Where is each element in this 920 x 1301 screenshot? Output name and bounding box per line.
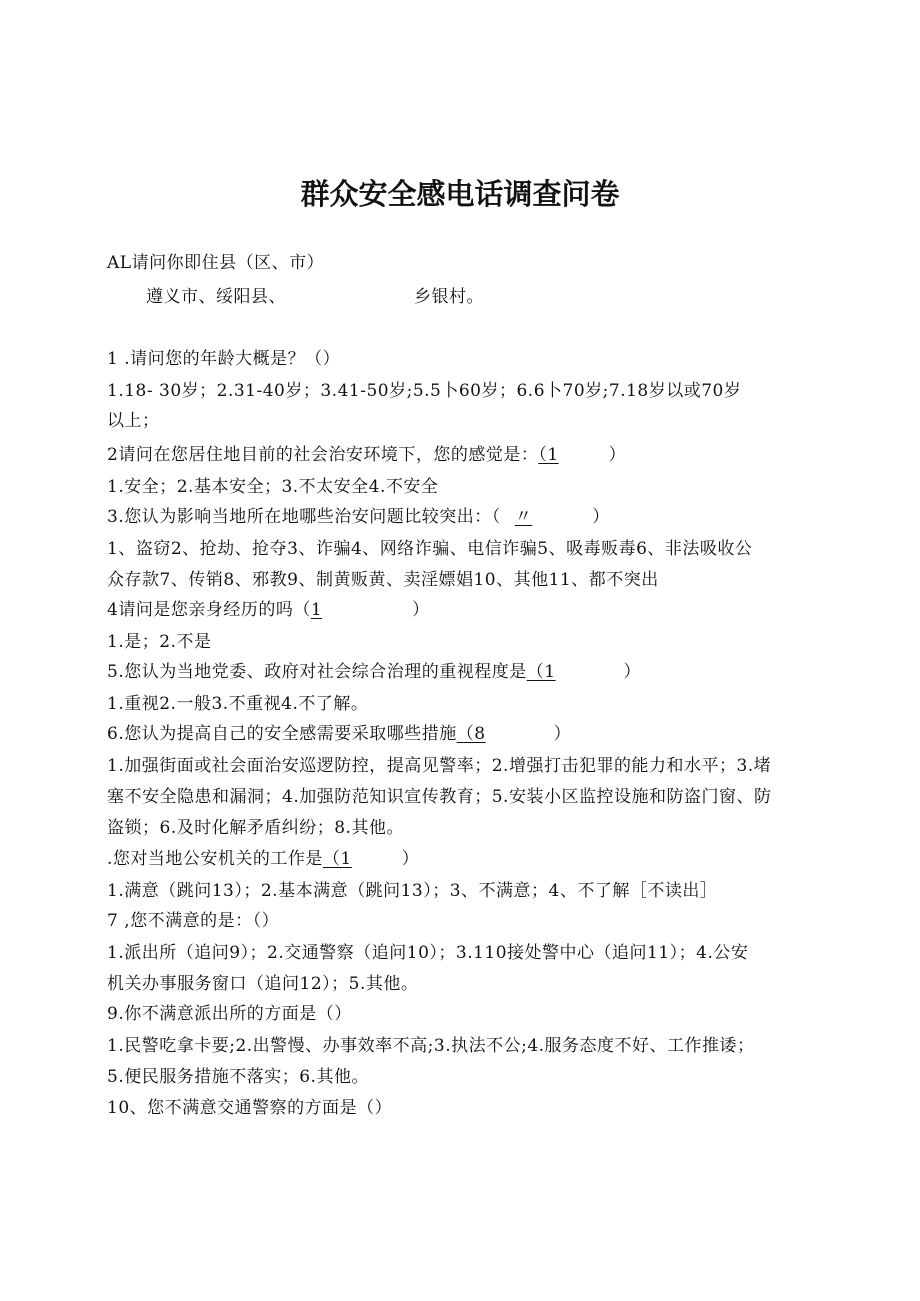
q2-answer: （1: [538, 445, 559, 465]
q6-options-line1: 1.加强街面或社会面治安巡逻防控，提高见警率；2.增强打击犯罪的能力和水平；3.堵: [107, 756, 772, 776]
q6-close: ）: [553, 724, 572, 744]
q3-close: ）: [592, 507, 610, 527]
q9-options-line2: 5.便民服务措施不落实；6.其他。: [107, 1067, 369, 1087]
q5-answer: （1: [526, 662, 556, 682]
q1-text: 1 .请问您的年龄大概是？（）: [107, 349, 341, 369]
page-title: 群众安全感电话调查问卷: [300, 177, 620, 211]
q6-text: 6.您认为提高自己的安全感需要采取哪些措施: [107, 724, 457, 744]
q5-close: ）: [623, 662, 642, 682]
q2-options: 1.安全；2.基本安全；3.不太安全4.不安全: [107, 477, 439, 497]
intro-answer: [146, 282, 484, 307]
q6-answer: （8: [456, 724, 486, 744]
q3-options-line2: 众存款7、传销8、邪教9、制黄贩黄、卖淫嫖娼10、其他11、都不突出: [107, 570, 659, 590]
q4-options: 1.是；2.不是: [107, 632, 212, 652]
q6-options-line3: 盗锁；6.及时化解矛盾纠纷；8.其他。: [107, 818, 404, 838]
q5-text: 5.您认为当地党委、政府对社会综合治理的重视程度是: [107, 662, 527, 682]
q3-text: 3.您认为影响当地所在地哪些治安问题比较突出：（: [107, 507, 501, 527]
q4-answer: 1: [310, 600, 323, 620]
intro-answer-right: 乡银村。: [414, 287, 484, 307]
q5-options: 1.重视2.一般3.不重视4.不了解。: [107, 694, 369, 714]
q7a-answer: （1: [322, 849, 352, 869]
q6-line: [107, 719, 571, 744]
intro-answer-left: 遵义市、绥阳县、: [146, 287, 286, 307]
q1-options-line2: 以上；: [107, 411, 160, 431]
q10-text: 10、您不满意交通警察的方面是（）: [107, 1098, 393, 1118]
q3-options-line1: 1、盗窃2、抢劫、抢夺3、诈骗4、网络诈骗、电信诈骗5、吸毒贩毒6、非法吸收公: [107, 539, 753, 559]
q7a-close: ）: [401, 849, 420, 869]
q9-text: 9.你不满意派出所的方面是（）: [107, 1004, 352, 1024]
q7a-options: 1.满意（跳问13）；2.基本满意（跳问13）；3、不满意；4、不了解［不读出］: [107, 881, 718, 901]
q2-close: ）: [608, 445, 627, 465]
q5-line: [107, 657, 641, 682]
q2-text: 2请问在您居住地目前的社会治安环境下，您的感觉是：: [107, 445, 539, 465]
q1-options-line1: 1.18- 30岁；2.31-40岁；3.41-50岁;5.5卜60岁；6.6卜70岁;7.18岁以或70岁: [107, 381, 742, 401]
q6-options-line2: 塞不安全隐患和漏洞；4.加强防范知识宣传教育；5.安装小区监控设施和防盗门窗、防: [107, 787, 772, 807]
q4-close: ）: [412, 600, 430, 620]
q3-line: [107, 502, 610, 527]
q7b-options-line1: 1.派出所（追问9）；2.交通警察（追问10）；3.110接处警中心（追问11）；4.公安: [107, 943, 749, 963]
q9-options-line1: 1.民警吃拿卡要;2.出警慢、办事效率不高;3.执法不公;4.服务态度不好、工作推诿；: [107, 1036, 755, 1056]
q7b-options-line2: 机关办事服务窗口（追问12）；5.其他。: [107, 974, 419, 994]
q3-answer: 〃: [514, 507, 533, 527]
q4-text: 4请问是您亲身经历的吗（: [107, 600, 311, 620]
q2-line: [107, 440, 626, 465]
q7a-line: [107, 844, 419, 869]
q7b-text: 7 ,您不满意的是：（）: [107, 911, 280, 931]
q7a-text: .您对当地公安机关的工作是: [107, 849, 323, 869]
q4-line: [107, 595, 430, 620]
intro-question: AL请问你即住县（区、市）: [107, 253, 325, 273]
